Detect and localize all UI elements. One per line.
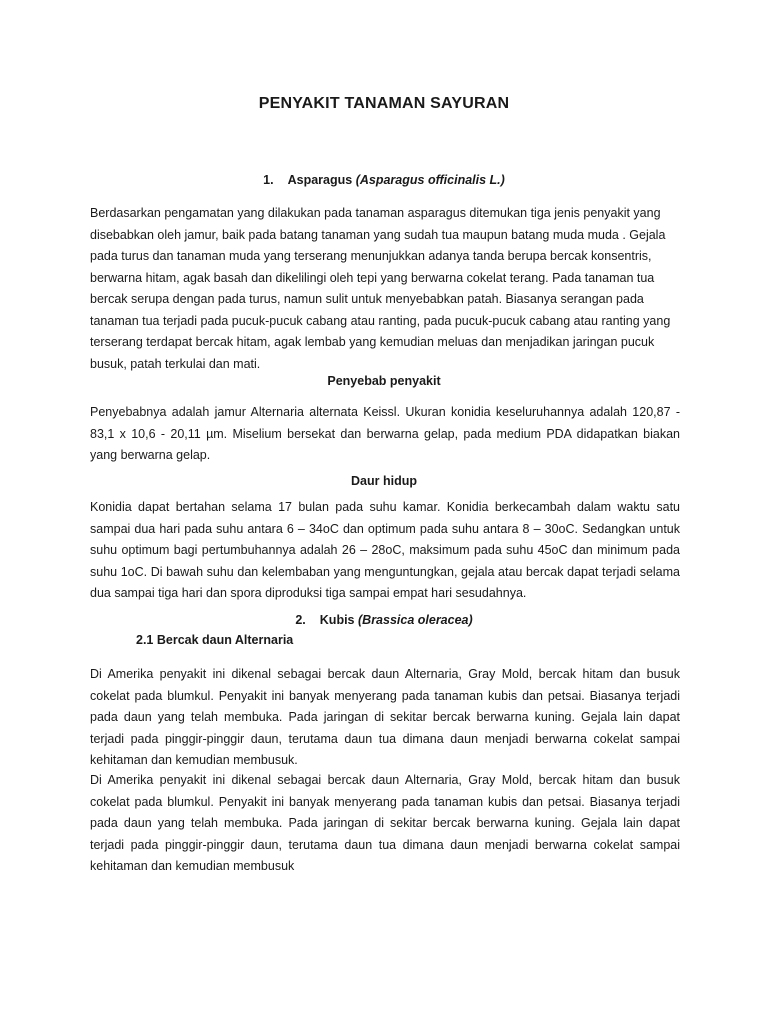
section-1-title: Asparagus: [287, 173, 353, 187]
section-2-latin: (Brassica oleracea): [358, 613, 473, 627]
subsection-2-1-heading: 2.1 Bercak daun Alternaria: [136, 633, 294, 647]
lifecycle-heading: Daur hidup: [351, 474, 417, 488]
section-2-number: 2.: [295, 613, 306, 627]
cause-heading: Penyebab penyakit: [327, 374, 441, 388]
section-2-paragraph-2: Di Amerika penyakit ini dikenal sebagai bercak daun Alternaria, Gray Mold, bercak hitam dan busuk cokelat pada blumkul. Penyakit ini banyak menyerang pada tanaman kubis dan petsai. Biasanya terjadi pada daun yang telah membuka. Pada jaringan di sekitar bercak berwarna kuning. Gejala lain dapat terjadi pada pinggir-pinggir daun, terutama daun tua dimana daun menjadi berwarna cokelat sampai kehitaman dan kemudian membusuk: [90, 773, 680, 873]
section-2-heading: [0, 613, 768, 627]
section-1-intro: Berdasarkan pengamatan yang dilakukan pada tanaman asparagus ditemukan tiga jenis penyakit yang disebabkan oleh jamur, baik pada batang tanaman yang sudah tua maupun batang muda muda . Gejala pada turus dan tanaman muda yang terserang menunjukkan adanya tanda berupa bercak konsentris, berwarna hitam, agak basah dan dikelilingi oleh tepi yang berwarna cokelat terang. Pada tanaman tua bercak serupa dengan pada turus, namun sulit untuk menyebabkan patah. Biasanya serangan pada tanaman tua terjadi pada pucuk-pucuk cabang atau ranting, pada pucuk-pucuk cabang atau ranting yang terserang terdapat bercak hitam, agak lembab yang kemudian meluas dan menjadikan jaringan pucuk busuk, patah terkulai dan mati.: [90, 206, 671, 371]
document-title: PENYAKIT TANAMAN SAYURAN: [258, 95, 510, 112]
lifecycle-text: Konidia dapat bertahan selama 17 bulan pada suhu kamar. Konidia berkecambah dalam waktu satu sampai dua hari pada suhu antara 6 – 34oC dan optimum pada suhu antara 8 – 30oC. Sedangkan untuk suhu optimum bagi pertumbuhannya adalah 26 – 28oC, maksimum pada suhu 45oC dan minimum pada suhu 1oC. Di bawah suhu dan kelembaban yang menguntungkan, gejala atau bercak dapat terjadi selama dua sampai tiga hari dan spora diproduksi tiga sampai empat hari sesudahnya.: [90, 500, 680, 600]
section-1-latin: (Asparagus officinalis L.): [355, 173, 505, 187]
cause-text: Penyebabnya adalah jamur Alternaria alternata Keissl. Ukuran konidia keseluruhannya adalah 120,87 - 83,1 x 10,6 - 20,11 µm. Miselium bersekat dan berwarna gelap, pada medium PDA didapatkan biakan yang berwarna gelap.: [90, 405, 680, 462]
section-2-title: Kubis: [319, 613, 355, 627]
section-1-number: 1.: [263, 173, 274, 187]
section-2-paragraph-1: Di Amerika penyakit ini dikenal sebagai bercak daun Alternaria, Gray Mold, bercak hitam dan busuk cokelat pada blumkul. Penyakit ini banyak menyerang pada tanaman kubis dan petsai. Biasanya terjadi pada daun yang telah membuka. Pada jaringan di sekitar bercak berwarna kuning. Gejala lain dapat terjadi pada pinggir-pinggir daun, terutama daun tua dimana daun menjadi berwarna cokelat sampai kehitaman dan kemudian membusuk.: [90, 667, 680, 767]
section-1-heading: [0, 173, 768, 187]
